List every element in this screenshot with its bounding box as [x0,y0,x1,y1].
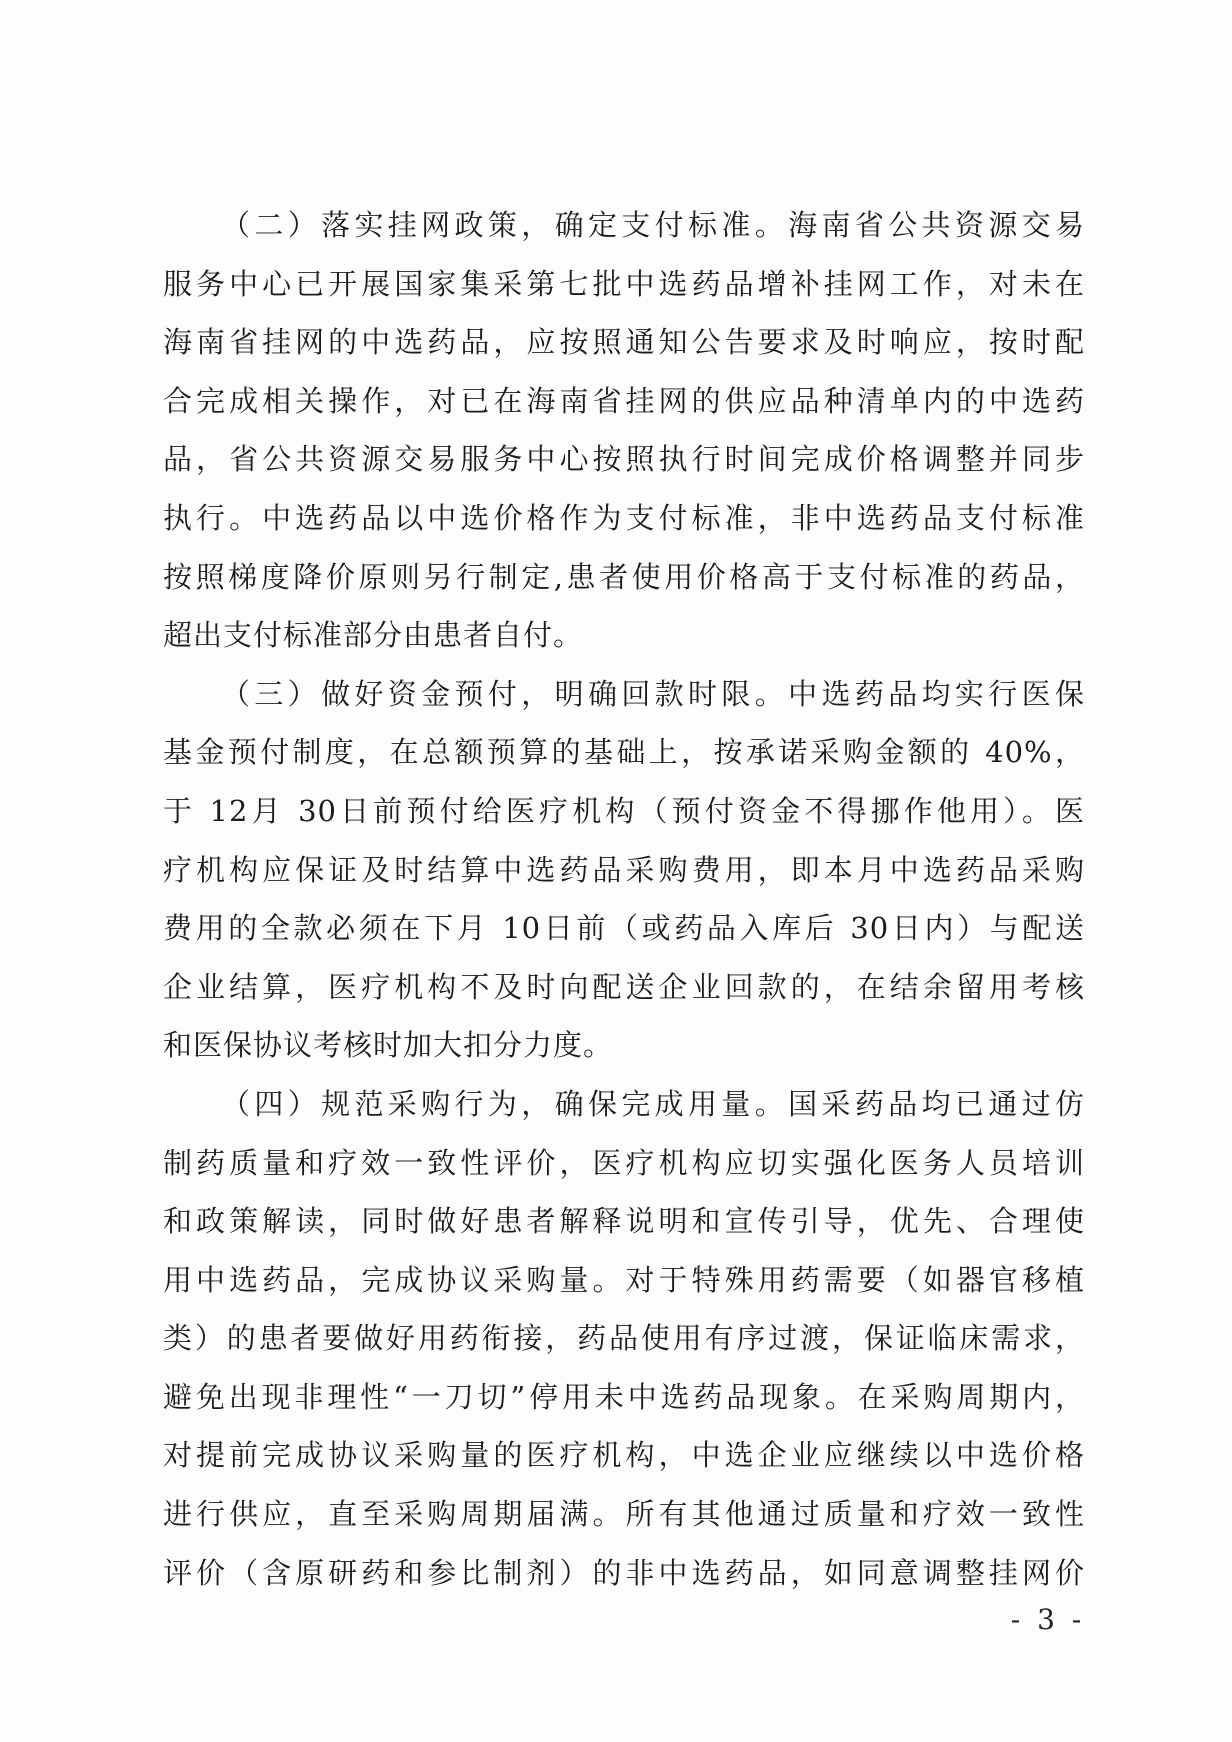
text-line: 和政策解读，同时做好患者解释说明和宣传引导，优先、合理使 [163,1204,1085,1239]
page-number: - 3 - [1010,1603,1086,1636]
text-line: 评价（含原研药和参比制剂）的非中选药品，如同意调整挂网价 [163,1555,1085,1590]
text-line: 费用的全款必须在下月 10日前（或药品入库后 30日内）与配送 [163,911,1085,946]
text-line: 避免出现非理性“一刀切”停用未中选药品现象。在采购周期内， [163,1379,1085,1414]
text-line: 制药质量和疗效一致性评价，医疗机构应切实强化医务人员培训 [163,1145,1085,1180]
text-line: 对提前完成协议采购量的医疗机构，中选企业应继续以中选价格 [163,1438,1085,1473]
text-line: 超出支付标准部分由患者自付。 [163,618,584,653]
text-line: 基金预付制度，在总额预算的基础上，按承诺采购金额的 40%， [163,735,1085,770]
text-line: 类）的患者要做好用药衔接，药品使用有序过渡，保证临床需求， [163,1321,1085,1356]
text-line: 进行供应，直至采购周期届满。所有其他通过质量和疗效一致性 [163,1497,1085,1532]
text-line: 执行。中选药品以中选价格作为支付标准，非中选药品支付标准 [163,500,1085,535]
document-body [163,196,1085,1602]
text-line: 企业结算，医疗机构不及时向配送企业回款的，在结余留用考核 [163,969,1085,1004]
text-line: 海南省挂网的中选药品，应按照通知公告要求及时响应，按时配 [163,325,1085,360]
text-line: 于 12月 30日前预付给医疗机构（预付资金不得挪作他用）。医 [163,793,1085,828]
text-line: 用中选药品，完成协议采购量。对于特殊用药需要（如器官移植 [163,1262,1085,1297]
text-line: （三）做好资金预付，明确回款时限。中选药品均实行医保 [221,676,1085,711]
text-line: 品，省公共资源交易服务中心按照执行时间完成价格调整并同步 [163,442,1085,477]
text-line: （四）规范采购行为，确保完成用量。国采药品均已通过仿 [221,1086,1085,1121]
text-line: 和医保协议考核时加大扣分力度。 [163,1028,614,1063]
watermark [1068,1706,1218,1724]
text-line: 服务中心已开展国家集采第七批中选药品增补挂网工作，对未在 [163,266,1085,301]
text-line: （二）落实挂网政策，确定支付标准。海南省公共资源交易 [221,208,1085,242]
text-line: 疗机构应保证及时结算中选药品采购费用，即本月中选药品采购 [163,852,1085,887]
text-line: 合完成相关操作，对已在海南省挂网的供应品种清单内的中选药 [163,383,1085,418]
text-line: 按照梯度降价原则另行制定,患者使用价格高于支付标准的药品， [163,559,1085,594]
